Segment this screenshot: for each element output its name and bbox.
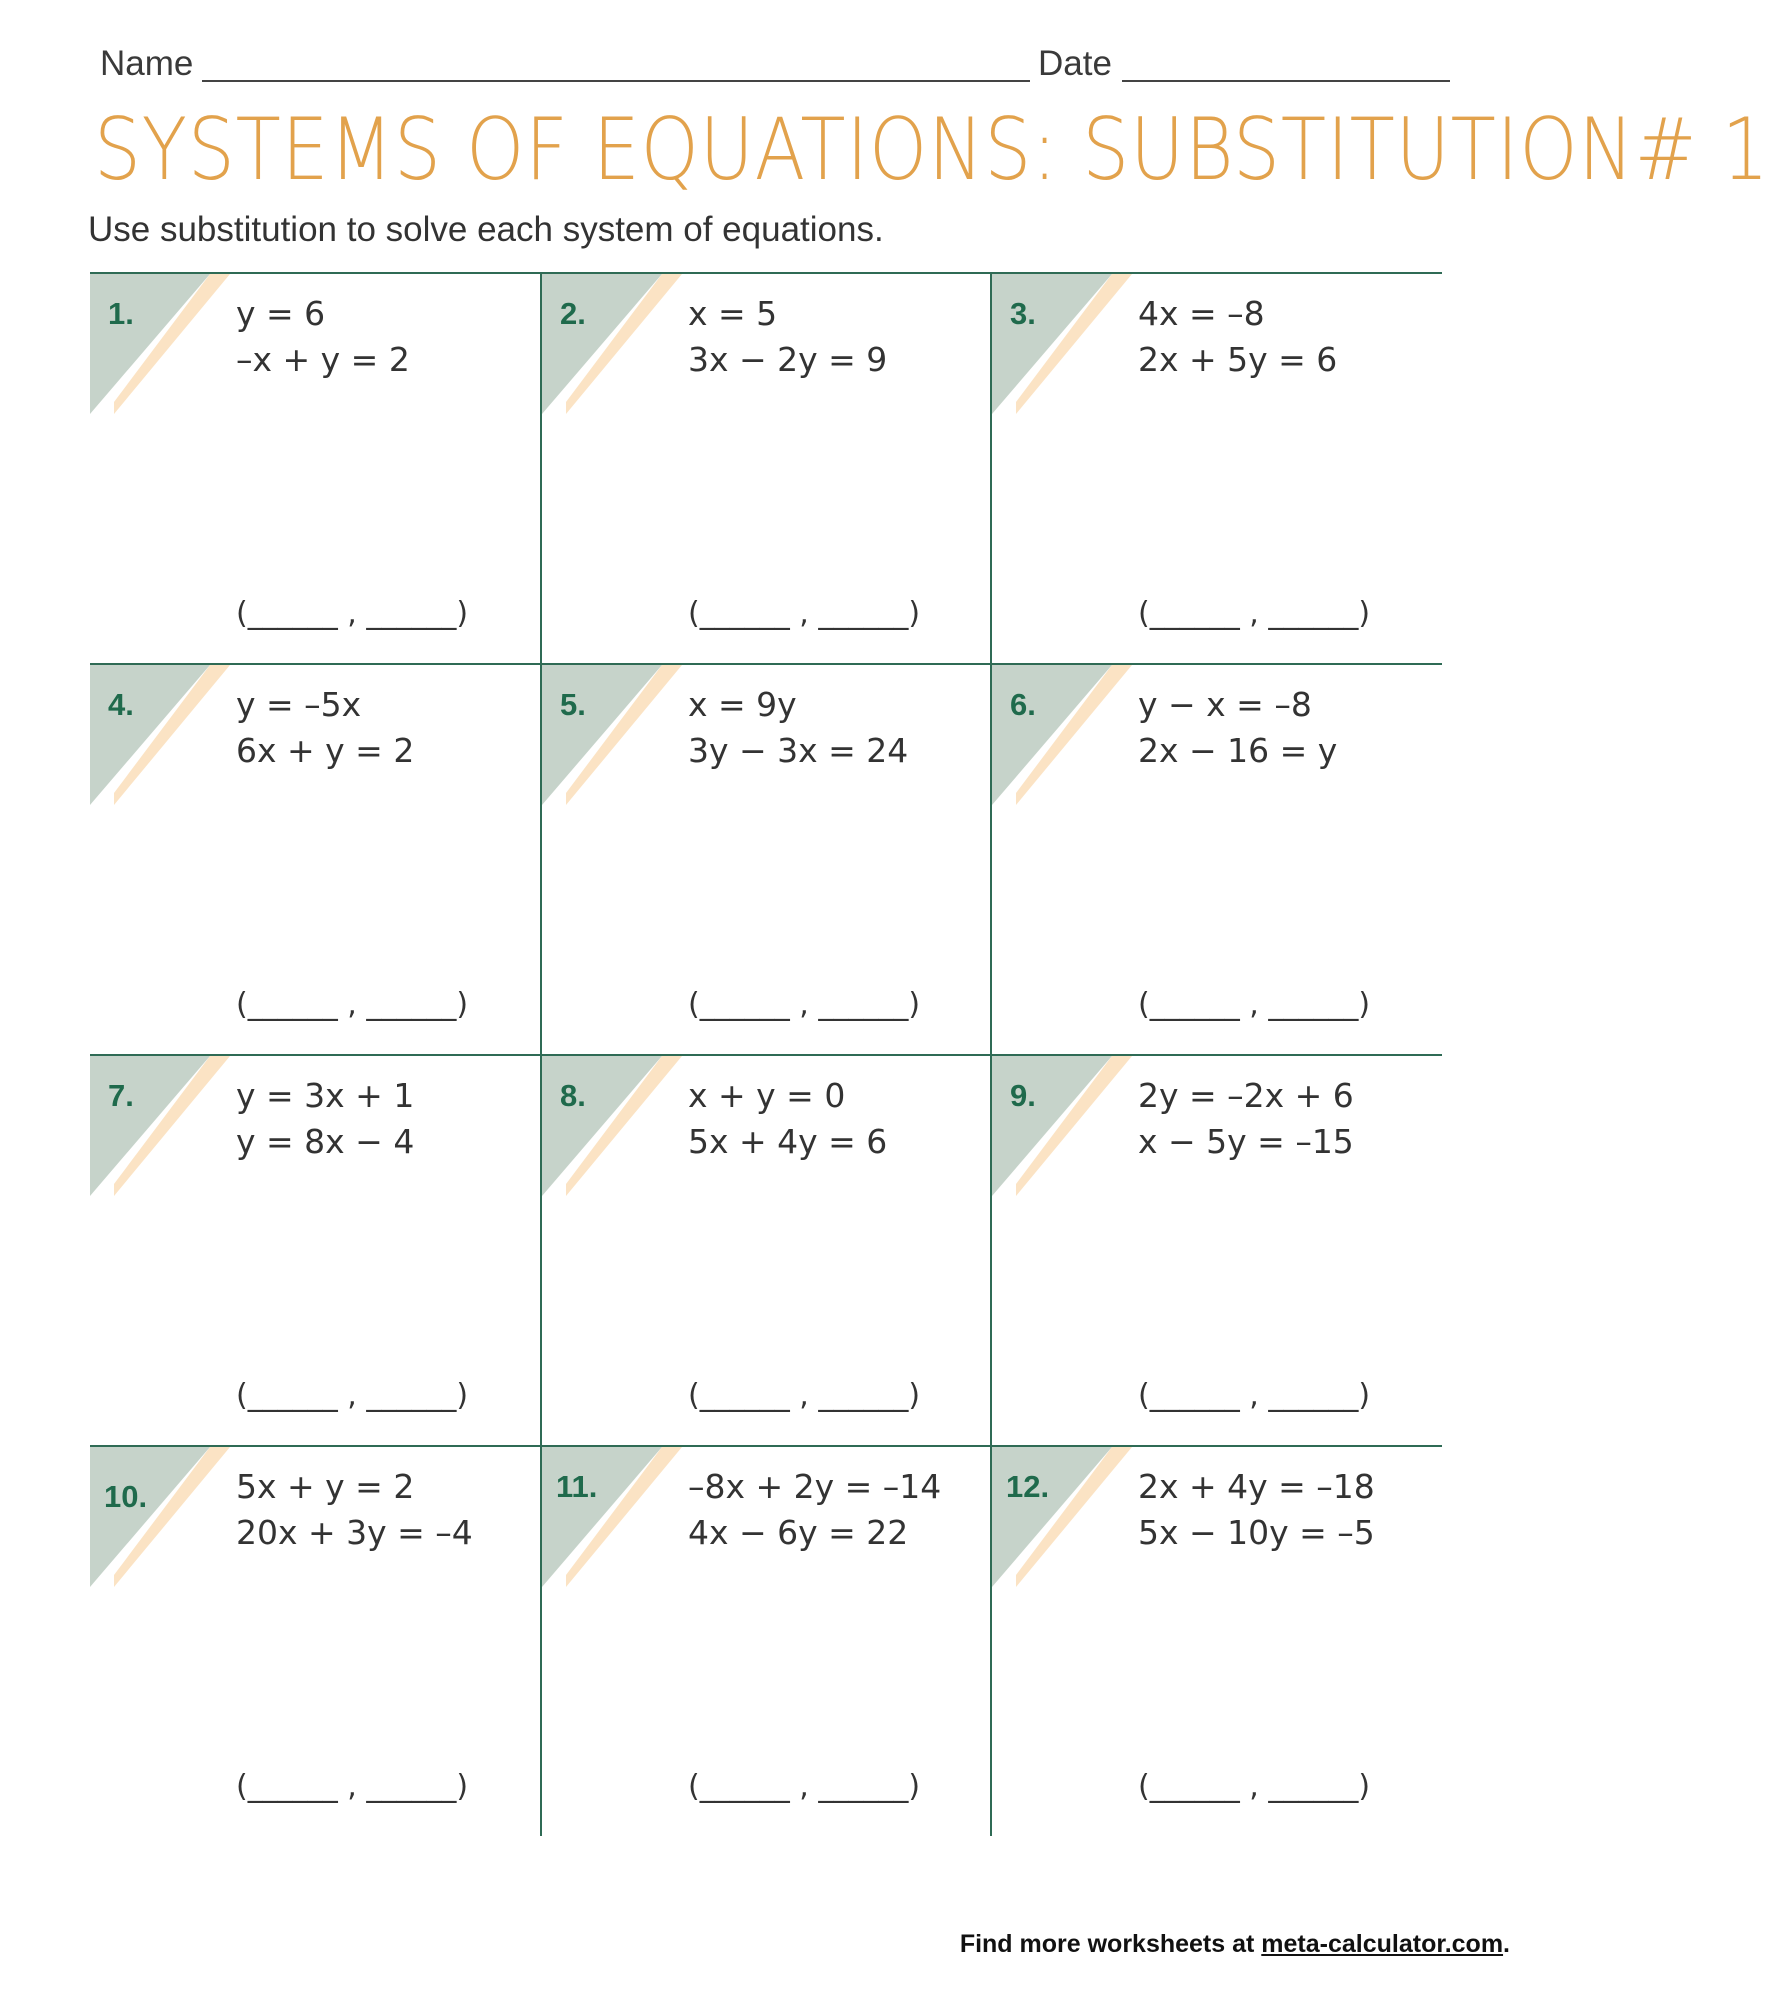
equation-1: y − x = –8 xyxy=(1138,685,1312,724)
name-date-row xyxy=(100,40,1450,90)
problem-number: 2. xyxy=(560,296,586,331)
answer-blank[interactable]: (______ , ______) xyxy=(1138,1769,1371,1804)
problem-grid xyxy=(90,272,1442,1836)
date-label: Date xyxy=(1038,44,1112,83)
date-input-line[interactable] xyxy=(1122,80,1450,82)
instructions: Use substitution to solve each system of equations. xyxy=(88,210,884,249)
equation-2: –x + y = 2 xyxy=(236,340,410,379)
equation-2: 5x − 10y = –5 xyxy=(1138,1513,1375,1552)
problem-cell-3 xyxy=(990,272,1442,663)
answer-blank[interactable]: (______ , ______) xyxy=(688,1769,921,1804)
equation-1: –8x + 2y = –14 xyxy=(688,1467,942,1506)
problem-number: 3. xyxy=(1010,296,1036,331)
problem-number: 8. xyxy=(560,1078,586,1113)
problem-number: 6. xyxy=(1010,687,1036,722)
equation-2: 5x + 4y = 6 xyxy=(688,1122,888,1161)
problem-cell-9 xyxy=(990,1054,1442,1445)
answer-blank[interactable]: (______ , ______) xyxy=(1138,987,1371,1022)
answer-blank[interactable]: (______ , ______) xyxy=(236,1378,469,1413)
answer-blank[interactable]: (______ , ______) xyxy=(688,596,921,631)
problem-number: 11. xyxy=(556,1469,598,1504)
equation-1: 5x + y = 2 xyxy=(236,1467,415,1506)
problem-number: 12. xyxy=(1006,1469,1050,1504)
equation-1: 4x = –8 xyxy=(1138,294,1265,333)
footer-link[interactable]: meta-calculator.com xyxy=(1261,1930,1504,1958)
equation-1: 2y = –2x + 6 xyxy=(1138,1076,1354,1115)
equation-2: x − 5y = –15 xyxy=(1138,1122,1354,1161)
equation-1: x = 5 xyxy=(688,294,778,333)
answer-blank[interactable]: (______ , ______) xyxy=(236,596,469,631)
footer xyxy=(960,1930,1510,1959)
answer-blank[interactable]: (______ , ______) xyxy=(1138,596,1371,631)
equation-2: 6x + y = 2 xyxy=(236,731,415,770)
problem-cell-7 xyxy=(90,1054,540,1445)
problem-number: 9. xyxy=(1010,1078,1036,1113)
equation-2: 20x + 3y = –4 xyxy=(236,1513,473,1552)
equation-1: x + y = 0 xyxy=(688,1076,846,1115)
problem-number: 7. xyxy=(108,1078,134,1113)
equation-1: y = 3x + 1 xyxy=(236,1076,415,1115)
problem-number: 1. xyxy=(108,296,134,331)
corner-decoration xyxy=(90,1447,250,1607)
problem-cell-5 xyxy=(540,663,990,1054)
answer-blank[interactable]: (______ , ______) xyxy=(236,1769,469,1804)
answer-blank[interactable]: (______ , ______) xyxy=(1138,1378,1371,1413)
equation-1: y = 6 xyxy=(236,294,326,333)
footer-prefix: Find more worksheets at xyxy=(959,1930,1262,1958)
worksheet-title: SYSTEMS OF EQUATIONS: SUBSTITUTION# 1 xyxy=(94,100,1770,200)
answer-blank[interactable]: (______ , ______) xyxy=(236,987,469,1022)
equation-2: 4x − 6y = 22 xyxy=(688,1513,909,1552)
equation-1: 2x + 4y = –18 xyxy=(1138,1467,1375,1506)
equation-2: y = 8x − 4 xyxy=(236,1122,415,1161)
problem-number: 5. xyxy=(560,687,586,722)
equation-1: y = –5x xyxy=(236,685,362,724)
problem-number: 4. xyxy=(108,687,134,722)
problem-cell-8 xyxy=(540,1054,990,1445)
name-label: Name xyxy=(100,44,194,83)
answer-blank[interactable]: (______ , ______) xyxy=(688,987,921,1022)
problem-cell-4 xyxy=(90,663,540,1054)
equation-2: 2x − 16 = y xyxy=(1138,731,1338,770)
equation-2: 3x − 2y = 9 xyxy=(688,340,888,379)
problem-cell-6 xyxy=(990,663,1442,1054)
problem-number: 10. xyxy=(104,1479,148,1514)
problem-cell-10 xyxy=(90,1445,540,1836)
problem-cell-1 xyxy=(90,272,540,663)
problem-cell-11 xyxy=(540,1445,990,1836)
name-input-line[interactable] xyxy=(202,80,1030,82)
footer-suffix: . xyxy=(1503,1930,1510,1958)
equation-1: x = 9y xyxy=(688,685,797,724)
equation-2: 2x + 5y = 6 xyxy=(1138,340,1338,379)
equation-2: 3y − 3x = 24 xyxy=(688,731,909,770)
answer-blank[interactable]: (______ , ______) xyxy=(688,1378,921,1413)
problem-cell-2 xyxy=(540,272,990,663)
problem-cell-12 xyxy=(990,1445,1442,1836)
